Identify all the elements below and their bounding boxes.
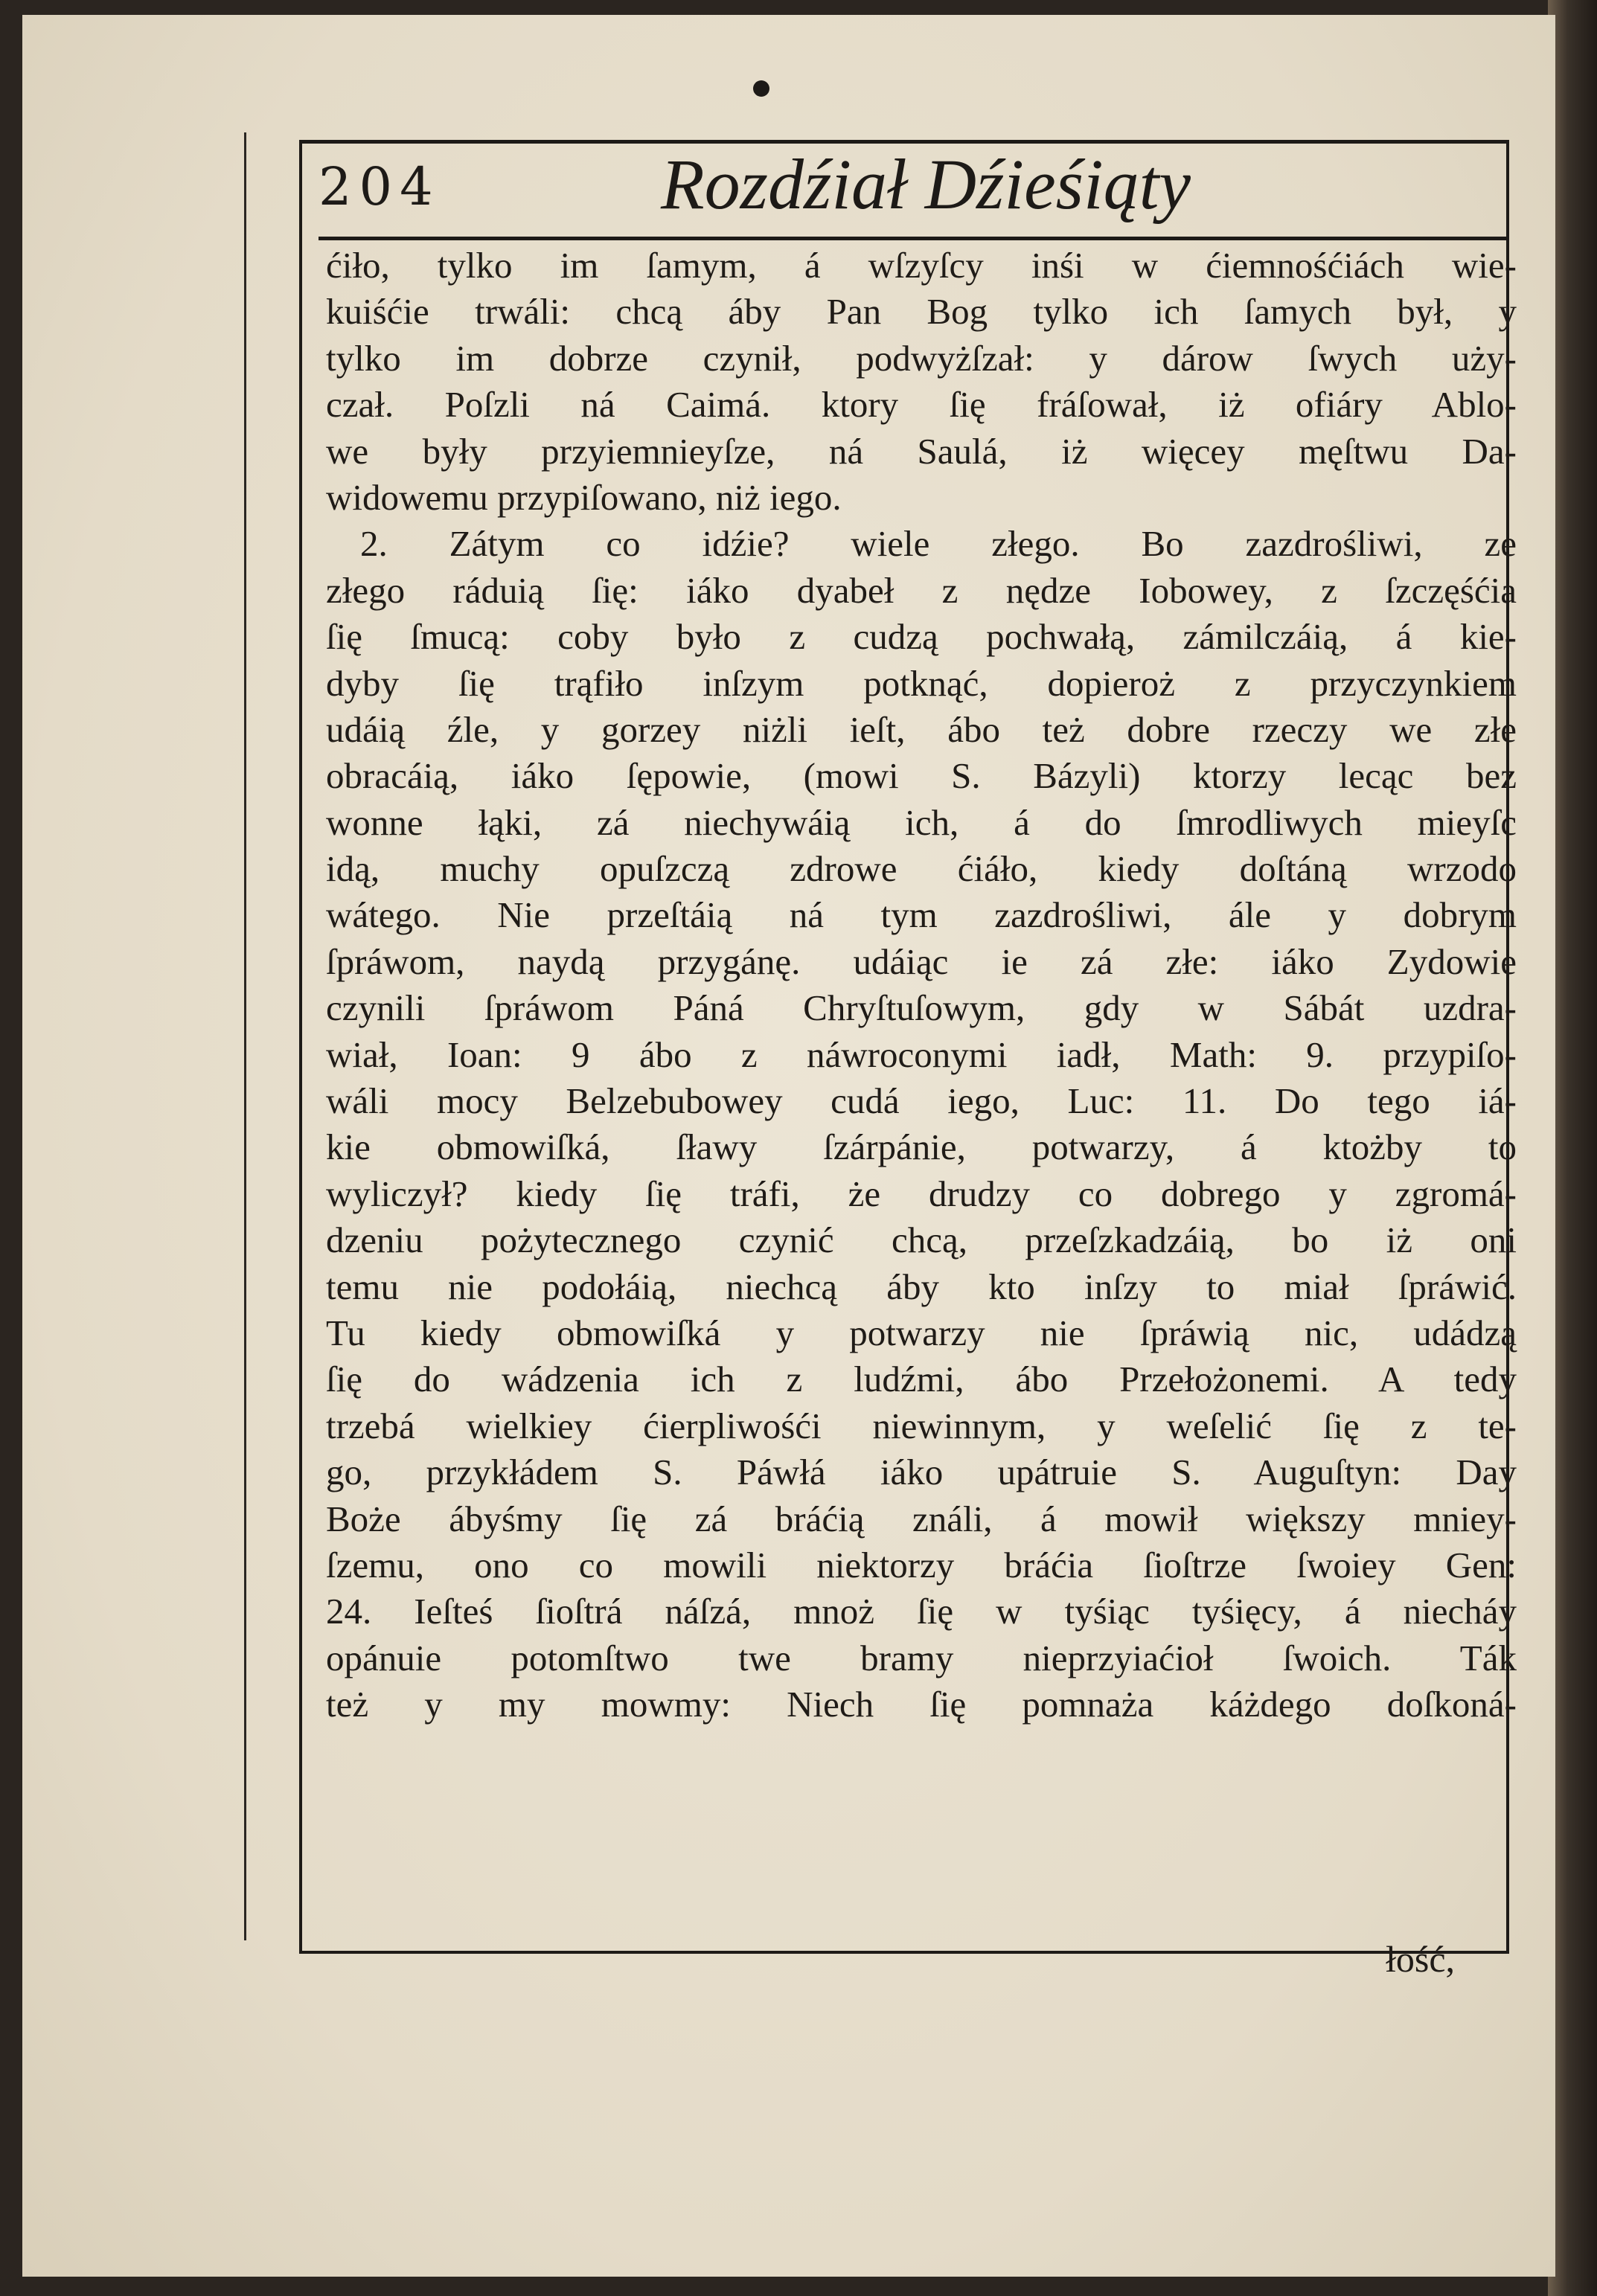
text-line: go, przykłádem S. Páwłá iáko upátruie S. Auguſtyn: Day [326,1452,1517,1493]
body-text [326,243,1517,1728]
page-header [319,141,1509,237]
text-line: czynili ſpráwom Páná Chryſtuſowym, gdy w Sábát uzdra- [326,987,1517,1029]
text-line: Boże ábyśmy ſię zá bráćią ználi, á mowił większy mniey- [326,1498,1517,1539]
text-line: wonne łąki, zá niechywáią ich, á do ſmrodliwych mieyſc [326,801,1517,843]
text-line: ſię do wádzenia ich z ludźmi, ábo Przełożonemi. A tedy [326,1359,1517,1400]
text-line: dzeniu pożytecznego czynić chcą, przeſzkadzáią, bo iż oni [326,1219,1517,1261]
header-rule [319,237,1509,240]
text-line: opánuie potomſtwo twe bramy nieprzyiaćioł ſwoich. Ták [326,1637,1517,1678]
ink-dot [753,80,769,97]
text-line: kie obmowiſká, ſławy ſzárpánie, potwarzy, á ktożby to [326,1126,1517,1168]
text-line: 2. Zátym co idźie? wiele złego. Bo zazdrośliwi, ze [360,523,1517,565]
text-line: udáią źle, y gorzey niżli ieſt, ábo też dobre rzeczy we złe [326,708,1517,750]
page-number: 204 [319,156,441,217]
text-line: też y my mowmy: Niech ſię pomnaża káżdego doſkoná- [326,1684,1517,1725]
margin-rule [244,132,246,1940]
text-line: obracáią, iáko ſępowie, (mowi S. Bázyli) ktorzy lecąc bez [326,755,1517,797]
text-line: 24. Ieſteś ſioſtrá náſzá, mnoż ſię w tyśiąc tyśięcy, á niecháy [326,1591,1517,1632]
text-line: ſpráwom, naydą przygánę. udáiąc ie zá złe: iáko Zydowie [326,940,1517,982]
text-line: złego ráduią ſię: iáko dyabeł z nędze Iobowey, z ſzczęśćia [326,569,1517,611]
text-line: kuiśćie trwáli: chcą áby Pan Bog tylko ich ſamych był, y [326,291,1517,333]
text-line: we były przyiemnieyſze, ná Saulá, iż więcey męſtwu Da- [326,430,1517,472]
text-line: wyliczył? kiedy ſię tráfi, że drudzy co dobrego y zgromá- [326,1173,1517,1214]
text-line: widowemu przypiſowano, niż iego. [326,476,842,518]
text-line: Tu kiedy obmowiſká y potwarzy nie ſpráwią nic, udádzą [326,1312,1517,1353]
text-line: idą, muchy opuſzczą zdrowe ćiáło, kiedy doſtáną wrzodo [326,848,1517,890]
text-line: temu nie podołáią, niechcą áby kto inſzy to miał ſpráwić. [326,1266,1517,1307]
text-line: tylko im dobrze czynił, podwyżſzał: y dárow ſwych uży- [326,337,1517,379]
text-line: ſię ſmucą: coby było z cudzą pochwałą, zámilczáią, á kie- [326,616,1517,658]
text-line: czał. Poſzli ná Caimá. ktory ſię fráſował, iż ofiáry Ablo- [326,384,1517,426]
text-line: trzebá wielkiey ćierpliwośći niewinnym, y weſelić ſię z te- [326,1405,1517,1446]
text-line: wátego. Nie przeſtáią ná tym zazdrośliwi, ále y dobrym [326,894,1517,936]
running-title: Rozdźiał Dźieśiąty [661,144,1191,224]
text-line: wáli mocy Belzebubowey cudá iego, Luc: 11. Do tego iá- [326,1080,1517,1122]
text-line: dyby ſię trąfiło inſzym potknąć, dopieroż z przyczynkiem [326,662,1517,704]
text-line: ſzemu, ono co mowili niektorzy bráćia ſioſtrze ſwoiey Gen: [326,1544,1517,1585]
text-line: wiał, Ioan: 9 ábo z náwroconymi iadł, Math: 9. przypiſo- [326,1033,1517,1075]
text-line: ćiło, tylko im ſamym, á wſzyſcy inśi w ćiemnośćiách wie- [326,245,1517,286]
catchword: łość, [1386,1938,1456,1980]
